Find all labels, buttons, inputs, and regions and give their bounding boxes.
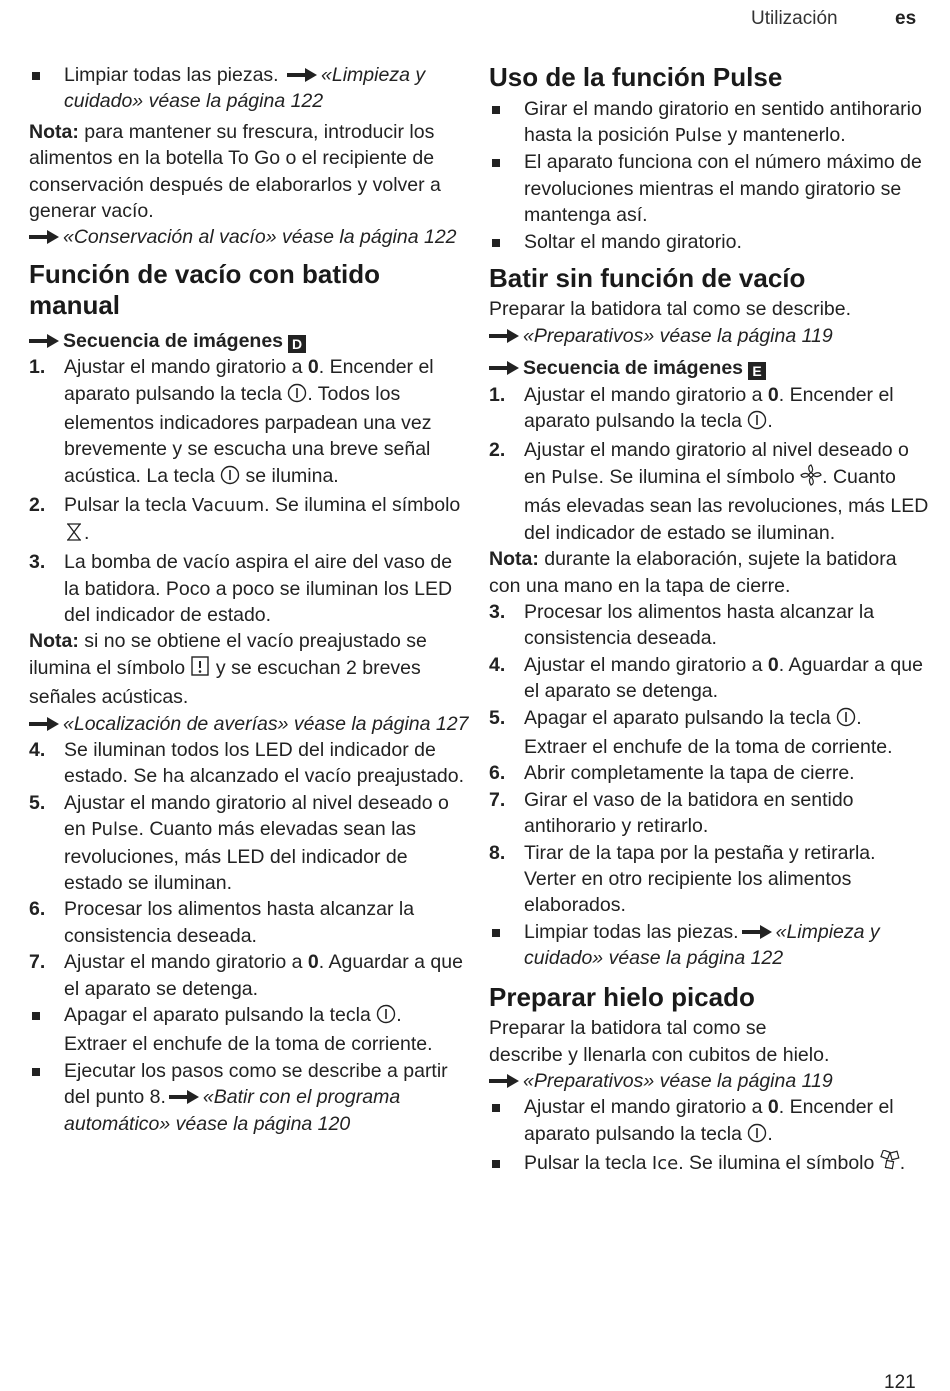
arrow-right-icon: [742, 920, 772, 934]
power-key-icon: [747, 410, 767, 437]
list-item: Girar el mando giratorio en sentido antihorario hasta la posición Pulse y mantenerlo.: [524, 97, 922, 146]
list-item: Ejecutar los pasos como se describe a partir del punto 8. «Batir con el programa automático» véase la página 120: [64, 1059, 448, 1135]
step-item: 7. Ajustar el mando giratorio a 0. Aguardar a que el aparato se detenga.: [29, 951, 463, 1000]
step-item: 4. Ajustar el mando giratorio a 0. Aguardar a que el aparato se detenga.: [489, 653, 923, 703]
step-item: 5. Ajustar el mando giratorio al nivel deseado o en Pulse. Cuanto más elevadas sean las revoluciones, más LED del indicador de estado se iluminan.: [29, 791, 449, 894]
step-item: 3. La bomba de vacío aspira el aire del vaso de la batidora. Poco a poco se iluminan los LED del indicador de estado.: [29, 551, 453, 626]
cross-reference: «Conservación al vacío» véase la página 122: [63, 226, 457, 249]
cross-reference: «Batir con el programa automático» véase la página 120: [64, 1086, 401, 1135]
sequence-letter-badge: D: [288, 335, 306, 353]
vacuum-symbol-icon: [64, 522, 84, 549]
section-title: Utilización: [751, 8, 838, 29]
cross-reference: «Preparativos» véase la página 119: [523, 1069, 833, 1092]
list-item: Ajustar el mando giratorio a 0. Encender el aparato pulsando la tecla .: [489, 1094, 929, 1150]
list-item: Pulsar la tecla Ice. Se ilumina el símbolo .: [489, 1150, 929, 1179]
power-key-icon: [836, 707, 856, 734]
power-key-icon: [747, 1123, 767, 1150]
list-item: El aparato funciona con el número máximo de revoluciones mientras el mando giratorio se mantenga así.: [524, 151, 922, 227]
cross-reference: «Localización de averías» véase la página 127: [63, 712, 469, 735]
step-item: 3. Procesar los alimentos hasta alcanzar la consistencia deseada.: [489, 600, 875, 650]
step-item: 6. Abrir completamente la tapa de cierre.: [489, 762, 855, 785]
arrow-right-icon: [169, 1085, 199, 1099]
list-item: Limpiar todas las piezas. «Limpieza y cuidado» véase la página 122: [64, 64, 426, 113]
image-sequence: Secuencia de imágenes D: [29, 328, 469, 354]
arrow-right-icon: [29, 334, 59, 348]
note: Nota: durante la elaboración, sujete la batidora con una mano en la tapa de cierre.: [489, 548, 897, 597]
reference-line: [489, 323, 929, 349]
step-item: 4. Se iluminan todos los LED del indicador de estado. Se ha alcanzado el vacío preajustado.: [29, 738, 465, 788]
power-key-icon: [220, 465, 240, 492]
cross-reference: «Limpieza y cuidado» véase la página 122: [524, 920, 880, 970]
mixing-symbol-icon: [800, 464, 822, 493]
list-item: Limpiar todas las piezas. «Limpieza y cuidado» véase la página 122: [524, 920, 880, 970]
arrow-right-icon: [29, 717, 59, 731]
step-item: 1. Ajustar el mando giratorio a 0. Encender el aparato pulsando la tecla .: [489, 382, 929, 438]
arrow-right-icon: [287, 63, 317, 77]
list-item: Soltar el mando giratorio.: [524, 230, 742, 253]
language-code: es: [895, 8, 917, 29]
arrow-right-icon: [29, 230, 59, 244]
step-item: 2. Ajustar el mando giratorio al nivel deseado o en Pulse. Se ilumina el símbolo . Cuanto más elevadas sean las revoluciones, más LED del indicador de estado se iluminan.: [489, 439, 929, 544]
power-key-icon: [376, 1004, 396, 1031]
right-column: [489, 62, 929, 1180]
step-item: 1. Ajustar el mando giratorio a 0. Encender el aparato pulsando la tecla . Todos los elementos indicadores parpadean una vez brevemente y se escucha una breve señal acústica. La tecla se ilumina.: [29, 354, 469, 492]
arrow-right-icon: [489, 1074, 519, 1088]
section-heading: Batir sin función de vacío: [489, 262, 806, 293]
sequence-letter-badge: E: [748, 362, 766, 380]
image-sequence: Secuencia de imágenes E: [489, 355, 929, 381]
vacuum-warning-icon: [190, 655, 210, 684]
step-item: 8. Tirar de la tapa por la pestaña y retirarla. Verter en otro recipiente los alimentos elaborados.: [489, 841, 876, 917]
step-item: 2. Pulsar la tecla Vacuum. Se ilumina el símbolo .: [29, 492, 469, 549]
list-item: Apagar el aparato pulsando la tecla . Extraer el enchufe de la toma de corriente.: [64, 1004, 433, 1056]
step-item: 6. Procesar los alimentos hasta alcanzar la consistencia deseada.: [29, 898, 415, 947]
section-heading: Función de vacío con batido manual: [29, 258, 381, 321]
note: Nota: si no se obtiene el vacío preajustado se ilumina el símbolo y se escuchan 2 breves señales acústicas. «Localización de averías» véase la página 127: [29, 630, 469, 735]
intro-text: Preparar la batidora tal como se describe.: [489, 298, 852, 321]
page-header: [0, 8, 950, 34]
step-item: 7. Girar el vaso de la batidora en sentido antihorario y retirarlo.: [489, 788, 854, 838]
arrow-right-icon: [489, 329, 519, 343]
step-item: 5. Apagar el aparato pulsando la tecla . Extraer el enchufe de la toma de corriente.: [489, 706, 893, 758]
ice-cubes-icon: [880, 1150, 900, 1179]
page-number: 121: [884, 1372, 916, 1391]
left-column: [29, 62, 469, 1137]
intro-text: Preparar la batidora tal como se describe y llenarla con cubitos de hielo.: [489, 1017, 830, 1066]
note: Nota: para mantener su frescura, introducir los alimentos en la botella To Go o el recipiente de conservación después de elaborarlos y volver a generar vacío. «Conservación al vacío» véase la página 122: [29, 120, 457, 249]
reference-line: [489, 1068, 929, 1094]
cross-reference: «Limpieza y cuidado» véase la página 122: [64, 64, 426, 113]
power-key-icon: [287, 383, 307, 410]
section-heading: Uso de la función Pulse: [489, 62, 783, 92]
section-heading: Preparar hielo picado: [489, 981, 755, 1012]
arrow-right-icon: [489, 361, 519, 375]
cross-reference: «Preparativos» véase la página 119: [523, 324, 833, 347]
